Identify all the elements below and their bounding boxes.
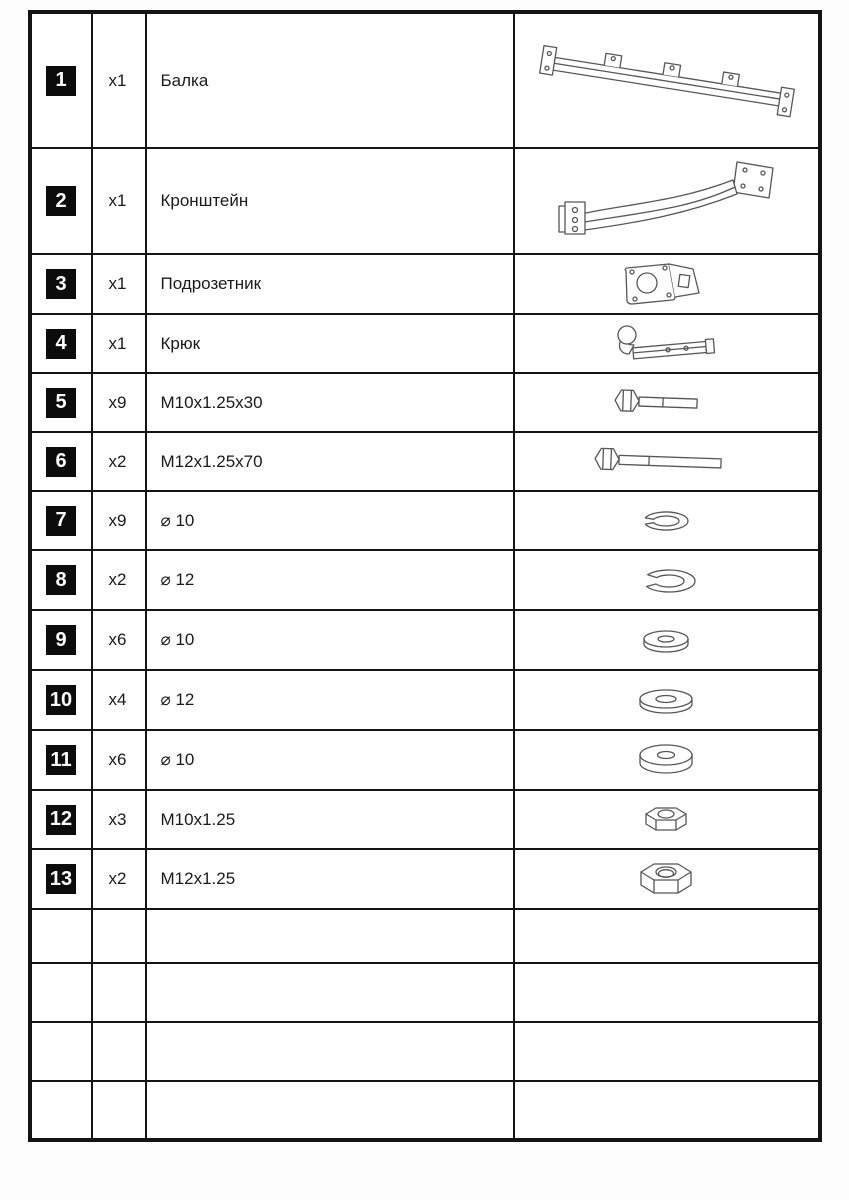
qty-cell: x6 [92, 610, 146, 670]
image-cell [514, 670, 820, 730]
qty-cell: x4 [92, 670, 146, 730]
name-cell: ⌀ 12 [146, 670, 514, 730]
table-row [30, 550, 820, 610]
beam-icon [537, 21, 795, 141]
thick-washer-icon [618, 737, 714, 783]
name-cell: ⌀ 10 [146, 730, 514, 790]
row-number-badge: 13 [46, 864, 76, 894]
flat-washer-small-icon [621, 620, 711, 660]
name-cell: Подрозетник [146, 254, 514, 314]
num-cell [30, 148, 92, 254]
table-row [30, 254, 820, 314]
row-number-badge: 8 [46, 565, 76, 595]
num-cell [30, 849, 92, 909]
socket-plate-icon [611, 259, 721, 309]
row-number-badge: 3 [46, 269, 76, 299]
name-cell: M12x1.25 [146, 849, 514, 909]
qty-cell: x9 [92, 373, 146, 432]
table-row [30, 314, 820, 373]
qty-cell: x1 [92, 148, 146, 254]
num-cell [30, 491, 92, 550]
num-cell [30, 730, 92, 790]
row-number-badge: 11 [46, 745, 76, 775]
row-number-badge: 2 [46, 186, 76, 216]
name-cell [146, 1022, 514, 1081]
row-number-badge: 12 [46, 805, 76, 835]
row-number-badge: 4 [46, 329, 76, 359]
image-cell [514, 849, 820, 909]
qty-cell: x2 [92, 550, 146, 610]
table-row [30, 491, 820, 550]
image-cell [514, 148, 820, 254]
num-cell [30, 1022, 92, 1081]
qty-cell: x6 [92, 730, 146, 790]
table-row-empty [30, 963, 820, 1022]
image-cell [514, 963, 820, 1022]
flat-washer-large-icon [618, 679, 714, 721]
num-cell [30, 909, 92, 963]
qty-cell: x1 [92, 12, 146, 148]
qty-cell: x1 [92, 254, 146, 314]
nut-small-icon [621, 798, 711, 842]
spring-washer-large-icon [618, 558, 714, 602]
name-cell [146, 909, 514, 963]
image-cell [514, 373, 820, 432]
row-number-badge: 1 [46, 66, 76, 96]
row-number-badge: 6 [46, 447, 76, 477]
nut-large-icon [621, 853, 711, 905]
table-row [30, 849, 820, 909]
num-cell [30, 373, 92, 432]
qty-cell: x2 [92, 849, 146, 909]
table-row [30, 432, 820, 491]
row-number-badge: 10 [46, 685, 76, 715]
qty-cell [92, 963, 146, 1022]
image-cell [514, 909, 820, 963]
bolt-long-icon [591, 445, 741, 479]
bracket-icon [551, 154, 781, 249]
name-cell [146, 1081, 514, 1140]
num-cell [30, 12, 92, 148]
table-row-empty [30, 1022, 820, 1081]
num-cell [30, 790, 92, 849]
image-cell [514, 1081, 820, 1140]
num-cell [30, 1081, 92, 1140]
num-cell [30, 314, 92, 373]
qty-cell [92, 1022, 146, 1081]
table-row [30, 12, 820, 148]
num-cell [30, 610, 92, 670]
qty-cell: x1 [92, 314, 146, 373]
image-cell [514, 730, 820, 790]
num-cell [30, 254, 92, 314]
qty-cell: x9 [92, 491, 146, 550]
image-cell [514, 432, 820, 491]
parts-table [28, 10, 822, 1142]
num-cell [30, 963, 92, 1022]
image-cell [514, 12, 820, 148]
image-cell [514, 610, 820, 670]
name-cell [146, 963, 514, 1022]
table-row [30, 610, 820, 670]
name-cell: Крюк [146, 314, 514, 373]
qty-cell: x3 [92, 790, 146, 849]
num-cell [30, 550, 92, 610]
image-cell [514, 491, 820, 550]
name-cell: M10x1.25x30 [146, 373, 514, 432]
image-cell [514, 790, 820, 849]
num-cell [30, 432, 92, 491]
name-cell: ⌀ 12 [146, 550, 514, 610]
table-row [30, 670, 820, 730]
num-cell [30, 670, 92, 730]
image-cell [514, 550, 820, 610]
spring-washer-small-icon [621, 501, 711, 541]
tow-hook-icon [606, 321, 726, 367]
table-row-empty [30, 909, 820, 963]
name-cell: Кронштейн [146, 148, 514, 254]
bolt-short-icon [611, 386, 721, 420]
row-number-badge: 7 [46, 506, 76, 536]
name-cell: M12x1.25x70 [146, 432, 514, 491]
row-number-badge: 9 [46, 625, 76, 655]
image-cell [514, 254, 820, 314]
name-cell: ⌀ 10 [146, 491, 514, 550]
name-cell: M10x1.25 [146, 790, 514, 849]
name-cell: Балка [146, 12, 514, 148]
row-number-badge: 5 [46, 388, 76, 418]
table-row [30, 730, 820, 790]
name-cell: ⌀ 10 [146, 610, 514, 670]
image-cell [514, 1022, 820, 1081]
table-row [30, 148, 820, 254]
table-row [30, 373, 820, 432]
qty-cell [92, 909, 146, 963]
table-row-empty [30, 1081, 820, 1140]
qty-cell [92, 1081, 146, 1140]
qty-cell: x2 [92, 432, 146, 491]
table-row [30, 790, 820, 849]
image-cell [514, 314, 820, 373]
